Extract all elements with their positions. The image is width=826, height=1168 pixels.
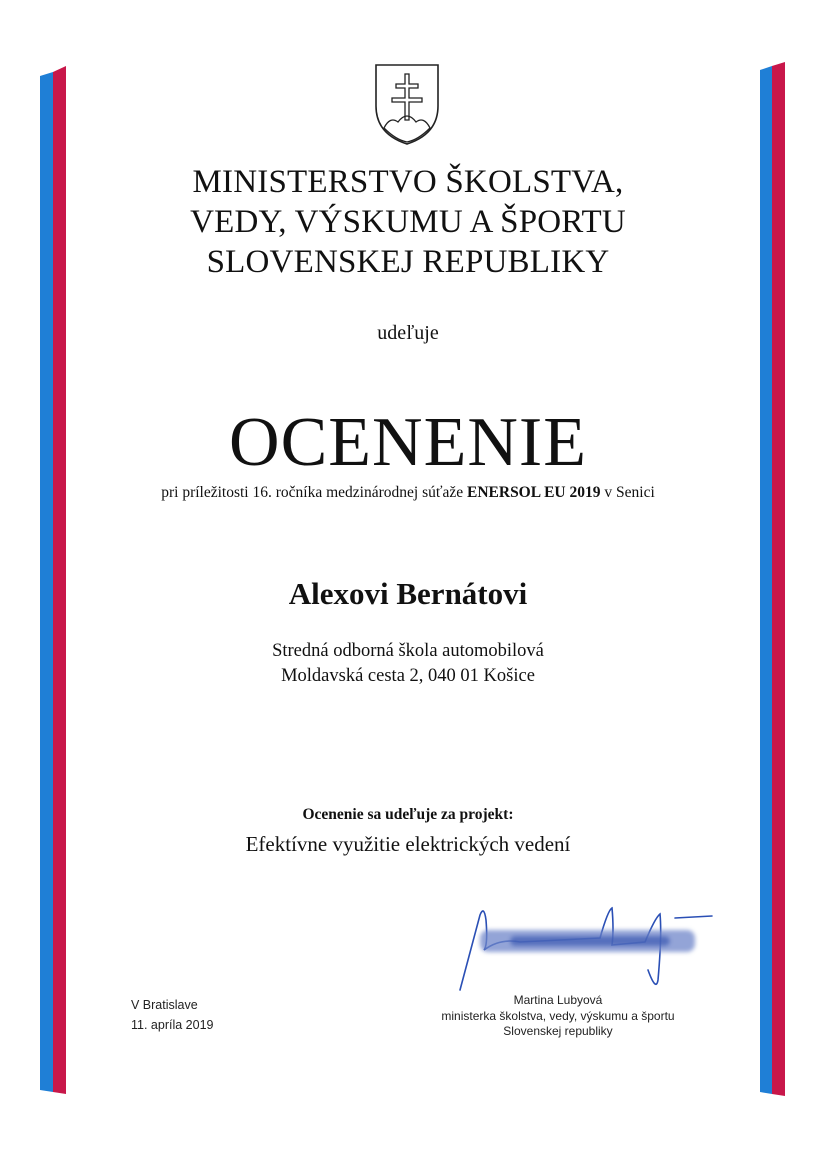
awards-verb: udeľuje (377, 322, 439, 344)
signature-image (450, 900, 720, 995)
occasion-line (0, 484, 816, 502)
signatory-name: Martina Lubyová (513, 993, 603, 1007)
award-title: OCENENIE (229, 404, 587, 481)
place-date-block (131, 995, 213, 1035)
signatory-block (418, 993, 698, 1040)
signatory-title: ministerka školstva, vedy, výskumu a športu (441, 1008, 675, 1023)
ministry-name-line-3: SLOVENSKEJ REPUBLIKY (206, 244, 610, 280)
school-address: Moldavská cesta 2, 040 01 Košice (281, 666, 535, 686)
occasion-suffix: v Senici (604, 484, 655, 501)
occasion-prefix: pri príležitosti 16. ročníka medzinárodnej súťaže (161, 484, 464, 501)
competition-name: ENERSOL EU 2019 (467, 484, 601, 501)
ministry-name-line-1: MINISTERSTVO ŠKOLSTVA, (192, 164, 624, 200)
school-name: Stredná odborná škola automobilová (272, 641, 544, 661)
recipient-name: Alexovi Bernátovi (288, 576, 528, 611)
place: V Bratislave (131, 998, 198, 1012)
project-heading: Ocenenie sa udeľuje za projekt: (302, 806, 514, 823)
slovak-coat-of-arms-icon (372, 62, 442, 146)
project-name: Efektívne využitie elektrických vedení (245, 832, 571, 856)
date: 11. apríla 2019 (131, 1018, 214, 1032)
signatory-organization: Slovenskej republiky (503, 1024, 613, 1038)
ministry-name-line-2: VEDY, VÝSKUMU A ŠPORTU (190, 204, 626, 240)
